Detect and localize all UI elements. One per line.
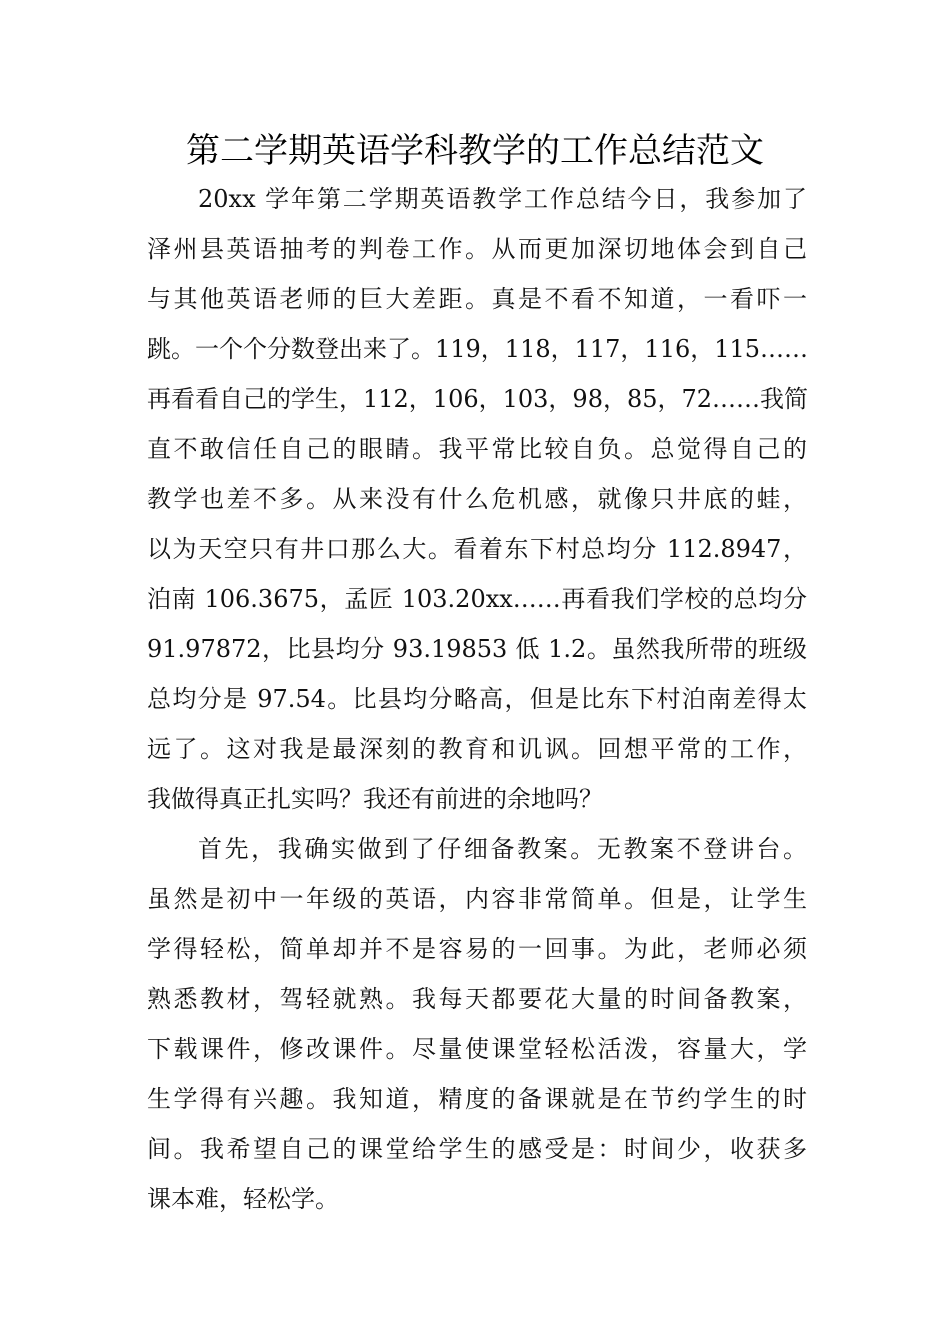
paragraph-line: 下载课件，修改课件。尽量使课堂轻松活泼，容量大，学 — [147, 1035, 807, 1063]
paragraph-line: 20xx 学年第二学期英语教学工作总结今日，我参加了 — [198, 185, 807, 213]
paragraph-line: 首先，我确实做到了仔细备教案。无教案不登讲台。 — [198, 835, 807, 863]
paragraph-line: 虽然是初中一年级的英语，内容非常简单。但是，让学生 — [147, 885, 807, 913]
paragraph-line: 熟悉教材，驾轻就熟。我每天都要花大量的时间备教案， — [147, 985, 807, 1013]
paragraph-line: 远了。这对我是最深刻的教育和讥讽。回想平常的工作， — [147, 735, 807, 763]
paragraph-line: 泊南 106.3675，孟匠 103.20xx……再看我们学校的总均分 — [147, 585, 807, 613]
document-title: 第二学期英语学科教学的工作总结范文 — [186, 131, 764, 171]
paragraph-line: 间。我希望自己的课堂给学生的感受是：时间少，收获多 — [147, 1135, 807, 1163]
paragraph-line: 教学也差不多。从来没有什么危机感，就像只井底的蛙， — [147, 485, 807, 513]
paragraph-line: 泽州县英语抽考的判卷工作。从而更加深切地体会到自己 — [147, 235, 807, 263]
paragraph-line: 直不敢信任自己的眼睛。我平常比较自负。总觉得自己的 — [147, 435, 807, 463]
paragraph-line: 学得轻松，简单却并不是容易的一回事。为此，老师必须 — [147, 935, 807, 963]
paragraph-line: 91.97872，比县均分 93.19853 低 1.2。虽然我所带的班级 — [147, 635, 807, 663]
paragraph-line: 与其他英语老师的巨大差距。真是不看不知道，一看吓一 — [147, 285, 807, 313]
paragraph-line: 我做得真正扎实吗？我还有前进的余地吗？ — [147, 785, 603, 813]
paragraph-line: 再看看自己的学生，112，106，103，98，85，72……我简 — [147, 385, 809, 413]
paragraph-line: 以为天空只有井口那么大。看着东下村总均分 112.8947， — [147, 535, 807, 563]
paragraph-line: 课本难，轻松学。 — [147, 1185, 339, 1213]
paragraph-line: 生学得有兴趣。我知道，精度的备课就是在节约学生的时 — [147, 1085, 807, 1113]
paragraph-line: 总均分是 97.54。比县均分略高，但是比东下村泊南差得太 — [147, 685, 807, 713]
paragraph-line: 跳。一个个分数登出来了。119，118，117，116，115…… — [147, 335, 809, 363]
